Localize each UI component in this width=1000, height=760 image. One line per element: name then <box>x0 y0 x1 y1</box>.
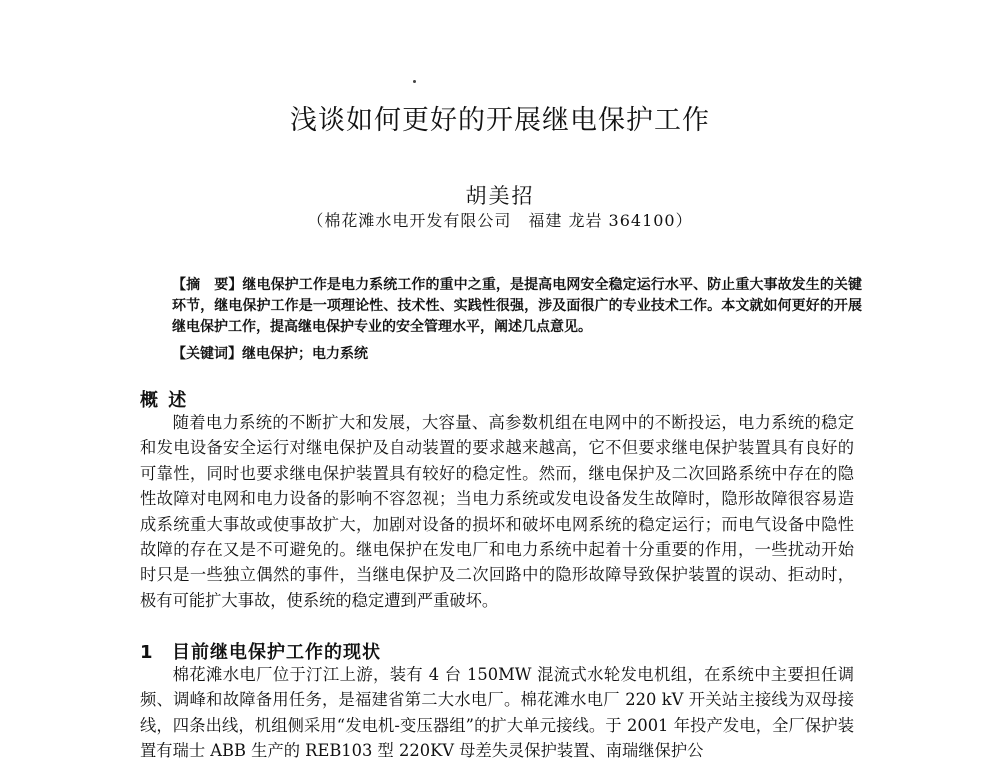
abstract-label: 【摘 要】 <box>172 277 243 293</box>
section-number: 1 <box>140 642 154 663</box>
section-heading-current-status <box>140 638 381 664</box>
scan-speck <box>413 80 416 83</box>
abstract <box>172 275 862 338</box>
abstract-text: 继电保护工作是电力系统工作的重中之重，是提高电网安全稳定运行水平、防止重大事故发生的关键环节，继电保护工作是一项理论性、技术性、实践性很强，涉及面很广的专业技术工作。本文就如何更好的开展继电保护工作，提高继电保护专业的安全管理水平，阐述几点意见。 <box>172 277 863 335</box>
author-affiliation: （棉花滩水电开发有限公司 福建 龙岩 364100） <box>307 211 693 230</box>
keywords-text: 继电保护；电力系统 <box>242 346 368 362</box>
section-heading-overview: 概 述 <box>140 390 189 411</box>
section-heading-text: 目前继电保护工作的现状 <box>172 642 381 663</box>
section-paragraph-current-status: 棉花滩水电厂位于汀江上游，装有 4 台 150MW 混流式水轮发电机组，在系统中主要担任调频、调峰和故障备用任务，是福建省第二大水电厂。棉花滩水电厂 220 kV 开关站主接线为双母接线，四条出线，机组侧采用“发电机-变压器组”的扩大单元接线。于 2001 年投产发电，全厂保护装置有瑞士 ABB 生产的 REB103 型 220KV 母差失灵保护装置、南瑞继保护公 <box>140 665 854 760</box>
author-name: 胡美招 <box>465 184 535 208</box>
keywords <box>172 344 862 365</box>
paper-title: 浅谈如何更好的开展继电保护工作 <box>290 105 710 136</box>
section-paragraph-overview: 随着电力系统的不断扩大和发展，大容量、高参数机组在电网中的不断投运，电力系统的稳定和发电设备安全运行对继电保护及自动装置的要求越来越高，它不但要求继电保护装置具有良好的可靠性，同时也要求继电保护装置具有较好的稳定性。然而，继电保护及二次回路系统中存在的隐性故障对电网和电力设备的影响不容忽视；当电力系统或发电设备发生故障时，隐形故障很容易造成系统重大事故或使事故扩大，加剧对设备的损坏和破坏电网系统的稳定运行；而电气设备中隐性故障的存在又是不可避免的。继电保护在发电厂和电力系统中起着十分重要的作用，一些扰动开始时只是一些独立偶然的事件，当继电保护及二次回路中的隐形故障导致保护装置的误动、拒动时，极有可能扩大事故，使系统的稳定遭到严重破坏。 <box>140 413 854 610</box>
keywords-label: 【关键词】 <box>172 346 242 362</box>
